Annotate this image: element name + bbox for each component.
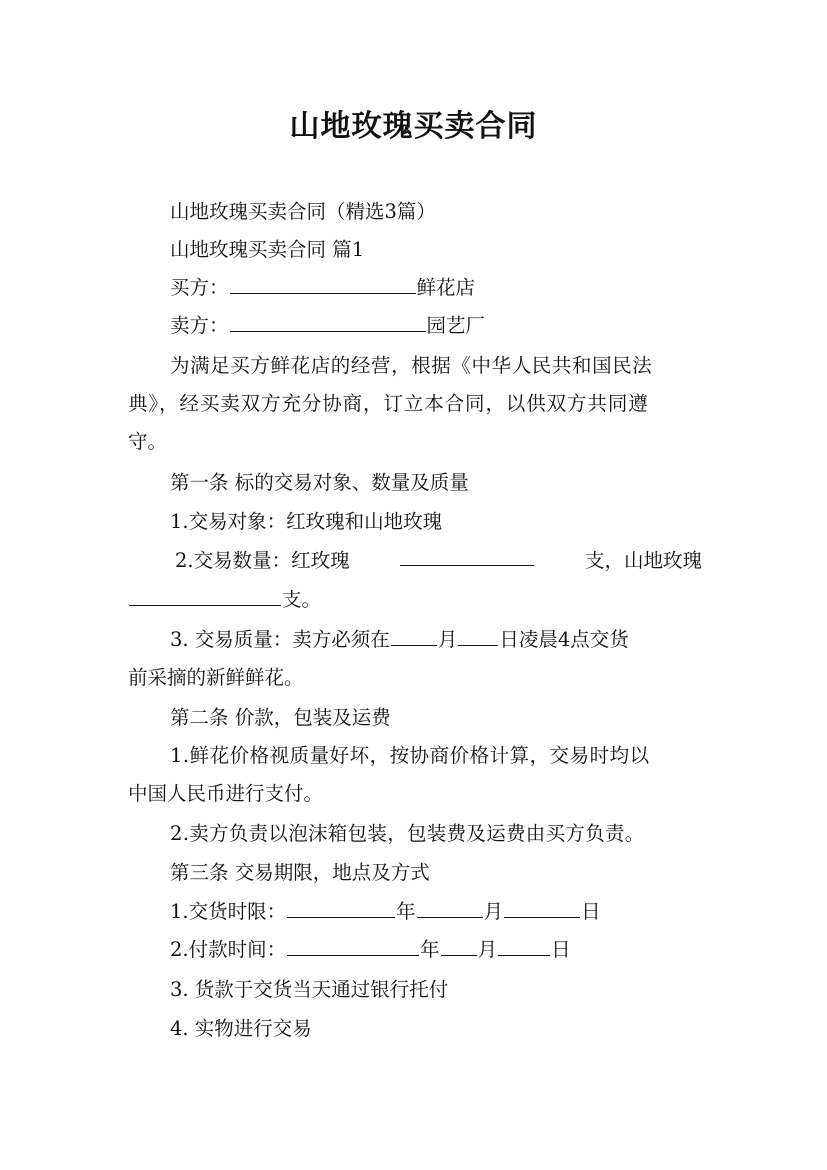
article2-item1-line2: 中国人民币进行支付。: [128, 782, 324, 805]
article1-item1: 1.交易对象：红玫瑰和山地玫瑰: [170, 510, 443, 533]
section-heading: 山地玫瑰买卖合同 篇1: [170, 238, 365, 261]
article1-item3-prefix: 3. 交易质量：卖方必须在: [170, 628, 390, 651]
preamble-line-1: 为满足买方鲜花店的经营，根据《中华人民共和国民法: [170, 354, 653, 377]
delivery-year-blank: [287, 895, 395, 918]
seller-blank: [230, 309, 426, 332]
article1-item3-line2: 前采摘的新鲜鲜花。: [128, 666, 304, 689]
quality-month-blank: [391, 623, 437, 646]
payment-time-label: 2.付款时间：: [170, 938, 287, 961]
delivery-month-blank: [417, 895, 483, 918]
buyer-label: 买方：: [170, 276, 229, 299]
document-subtitle: 山地玫瑰买卖合同（精选3篇）: [170, 200, 436, 223]
article1-item3-day-text: 日凌晨4点交货: [499, 628, 629, 651]
article2-item1-line1: 1.鲜花价格视质量好坏，按协商价格计算，交易时均以: [170, 744, 650, 767]
article3-item3: 3. 货款于交货当天通过银行托付: [170, 978, 449, 1001]
quality-day-blank: [458, 623, 498, 646]
seller-line: [170, 308, 705, 344]
delivery-day-blank: [504, 895, 580, 918]
red-rose-qty-blank: [400, 543, 534, 566]
article1-item3-line1: [170, 622, 705, 658]
preamble-line-3: 守。: [128, 430, 168, 453]
payment-day-blank: [498, 933, 550, 956]
article1-item2-line2: [128, 582, 703, 618]
payment-day-unit: 日: [551, 938, 571, 961]
payment-year-unit: 年: [420, 938, 440, 961]
delivery-month-unit: 月: [483, 900, 504, 923]
article1-item3-month: 月: [437, 628, 458, 651]
buyer-line: [170, 270, 705, 306]
article2-heading: 第二条 价款，包装及运费: [170, 706, 391, 729]
article3-item2: [170, 932, 705, 968]
article2-item2: 2.卖方负责以泡沫箱包装，包装费及运费由买方负责。: [170, 822, 645, 845]
article1-item2-mid: 支，山地玫瑰: [584, 549, 702, 572]
payment-year-blank: [287, 933, 419, 956]
delivery-year-unit: 年: [396, 900, 416, 923]
article3-item4: 4. 实物进行交易: [170, 1017, 312, 1040]
article1-item2-line1: [175, 543, 702, 579]
delivery-day-unit: 日: [581, 900, 601, 923]
payment-month-blank: [441, 933, 477, 956]
seller-label: 卖方：: [170, 314, 229, 337]
buyer-suffix: 鲜花店: [416, 276, 476, 299]
mountain-rose-qty-blank: [129, 583, 281, 606]
document-title: 山地玫瑰买卖合同: [289, 109, 538, 144]
article3-heading: 第三条 交易期限，地点及方式: [170, 861, 430, 884]
buyer-blank: [230, 271, 416, 294]
article3-item1: [170, 894, 705, 930]
payment-month-unit: 月: [477, 938, 498, 961]
article1-heading: 第一条 标的交易对象、数量及质量: [170, 471, 469, 494]
preamble-line-2: 典》，经买卖双方充分协商，订立本合同，以供双方共同遵: [128, 392, 649, 415]
article1-item2-end: 支。: [282, 588, 322, 611]
seller-suffix: 园艺厂: [426, 314, 486, 337]
article1-item2-prefix: 2.交易数量：红玫瑰: [175, 549, 350, 572]
delivery-deadline-label: 1.交货时限：: [170, 900, 287, 923]
